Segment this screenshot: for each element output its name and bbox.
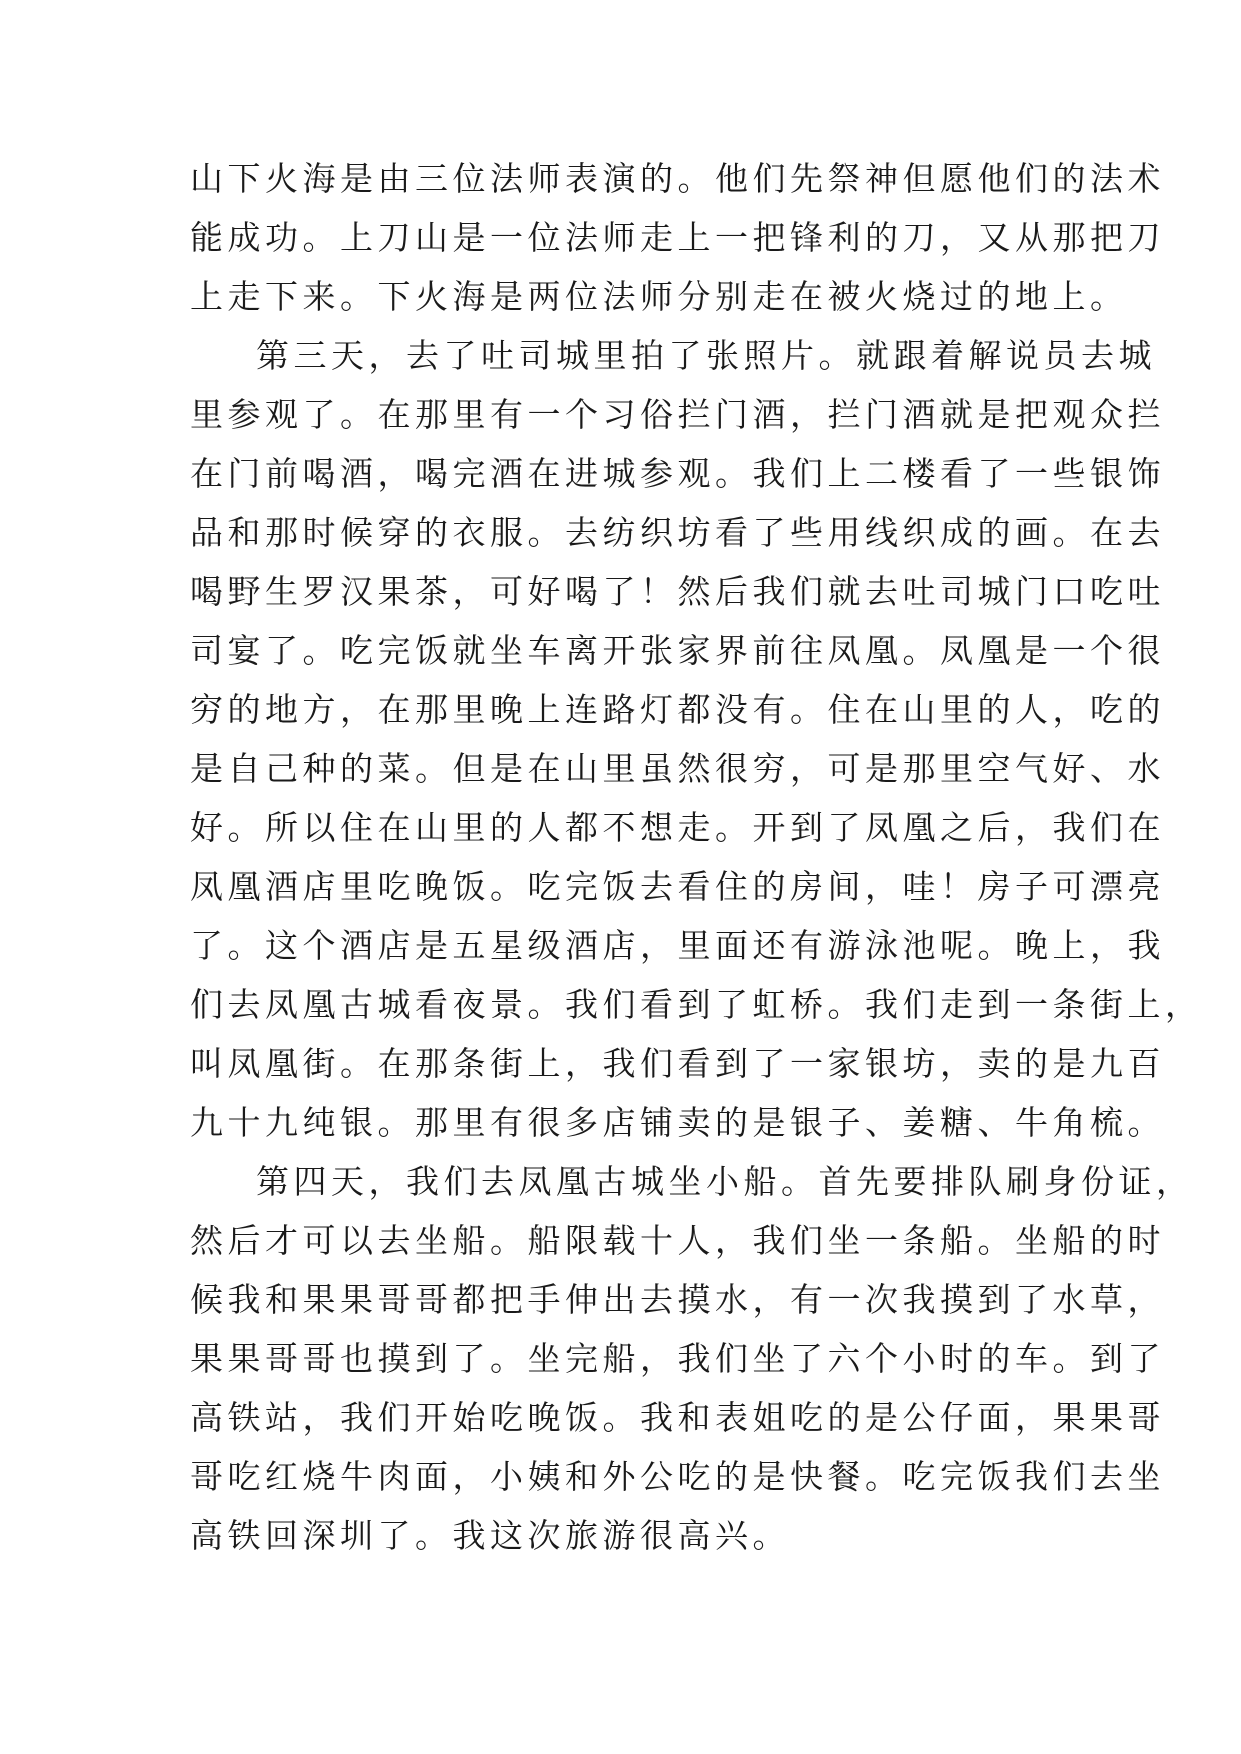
text-line: 高铁回深圳了。我这次旅游很高兴。 (190, 1516, 790, 1555)
text-line: 候我和果果哥哥都把手伸出去摸水，有一次我摸到了水草， (190, 1280, 1165, 1319)
text-line: 然后才可以去坐船。船限载十人，我们坐一条船。坐船的时 (190, 1221, 1165, 1260)
text-line: 高铁站，我们开始吃晚饭。我和表姐吃的是公仔面，果果哥 (190, 1398, 1165, 1437)
text-line: 第四天，我们去凤凰古城坐小船。首先要排队刷身份证， (256, 1162, 1194, 1201)
text-line: 喝野生罗汉果茶，可好喝了！然后我们就去吐司城门口吃吐 (190, 572, 1165, 611)
text-line: 穷的地方，在那里晚上连路灯都没有。住在山里的人，吃的 (190, 690, 1165, 729)
text-line: 里参观了。在那里有一个习俗拦门酒，拦门酒就是把观众拦 (190, 395, 1165, 434)
text-line: 在门前喝酒，喝完酒在进城参观。我们上二楼看了一些银饰 (190, 454, 1165, 493)
text-line: 凤凰酒店里吃晚饭。吃完饭去看住的房间，哇！房子可漂亮 (190, 867, 1165, 906)
text-line: 九十九纯银。那里有很多店铺卖的是银子、姜糖、牛角梳。 (190, 1103, 1165, 1142)
text-line: 品和那时候穿的衣服。去纺织坊看了些用线织成的画。在去 (190, 513, 1165, 552)
text-line: 们去凤凰古城看夜景。我们看到了虹桥。我们走到一条街上， (190, 985, 1203, 1024)
body-text (190, 159, 1203, 1577)
text-line: 能成功。上刀山是一位法师走上一把锋利的刀，又从那把刀 (190, 218, 1165, 257)
text-line: 果果哥哥也摸到了。坐完船，我们坐了六个小时的车。到了 (190, 1339, 1165, 1378)
text-line: 上走下来。下火海是两位法师分别走在被火烧过的地上。 (190, 277, 1128, 316)
text-line: 山下火海是由三位法师表演的。他们先祭神但愿他们的法术 (190, 159, 1165, 198)
text-line: 第三天，去了吐司城里拍了张照片。就跟着解说员去城 (256, 336, 1156, 375)
text-line: 叫凤凰街。在那条街上，我们看到了一家银坊，卖的是九百 (190, 1044, 1165, 1083)
text-line: 了。这个酒店是五星级酒店，里面还有游泳池呢。晚上，我 (190, 926, 1165, 965)
text-line: 好。所以住在山里的人都不想走。开到了凤凰之后，我们在 (190, 808, 1165, 847)
text-line: 是自己种的菜。但是在山里虽然很穷，可是那里空气好、水 (190, 749, 1165, 788)
text-line: 司宴了。吃完饭就坐车离开张家界前往凤凰。凤凰是一个很 (190, 631, 1165, 670)
text-line: 哥吃红烧牛肉面，小姨和外公吃的是快餐。吃完饭我们去坐 (190, 1457, 1165, 1496)
